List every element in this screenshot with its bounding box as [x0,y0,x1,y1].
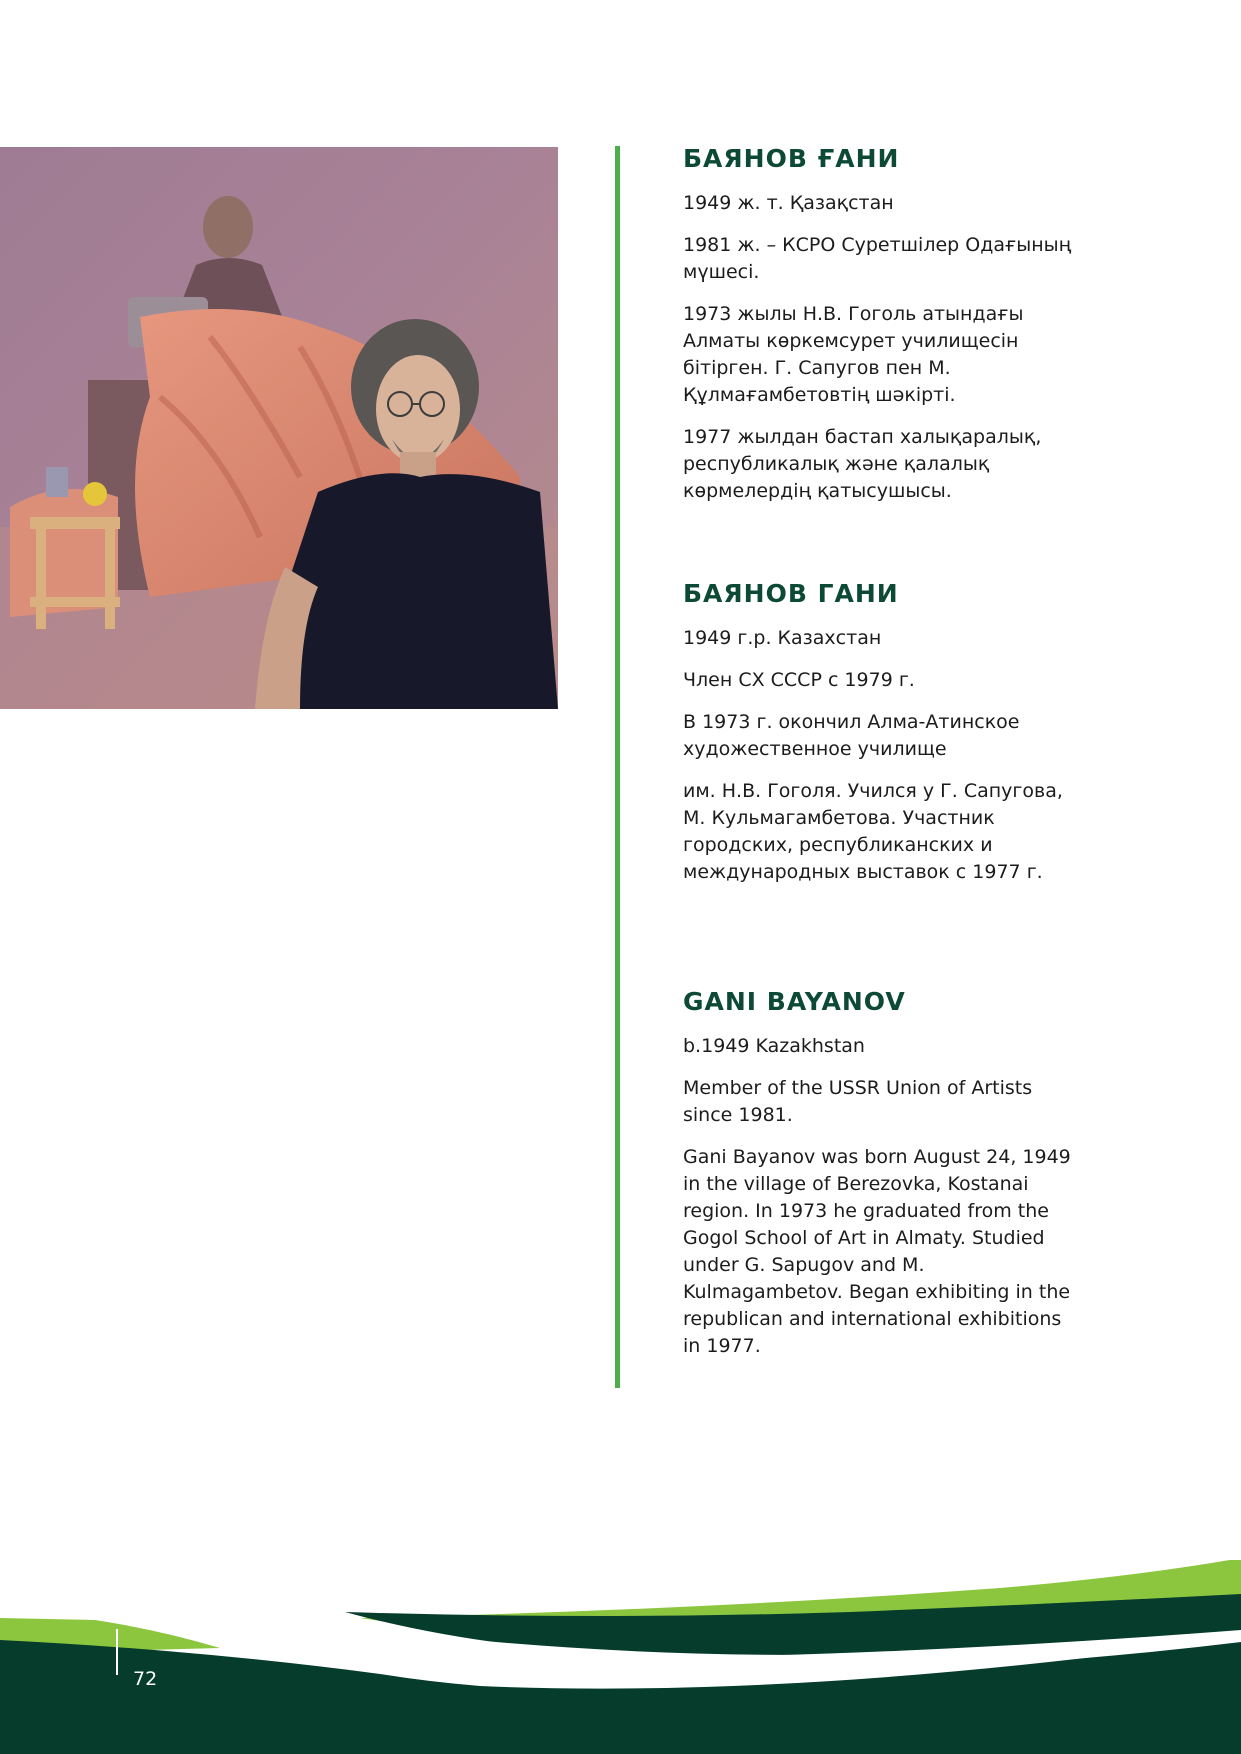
bio-kazakh [683,144,1083,520]
artist-name-russian: БАЯНОВ ГАНИ [683,579,899,608]
exhibitions-kazakh: 1977 жылдан бастап халықаралық, республикалық және қалалық көрмелердің қатысушысы. [683,426,1042,502]
bio-russian [683,579,1083,901]
education-russian: В 1973 г. окончил Алма-Атинское художественное училище [683,711,1020,760]
membership-kazakh: 1981 ж. – КСРО Суретшілер Одағының мүшесі. [683,234,1072,283]
artist-name-kazakh: БАЯНОВ ҒАНИ [683,144,900,173]
birth-russian: 1949 г.р. Казахстан [683,627,882,649]
artist-name-english: GANI BAYANOV [683,987,906,1016]
page-number: 72 [133,1668,158,1690]
vertical-divider [615,146,620,1388]
birth-english: b.1949 Kazakhstan [683,1035,865,1057]
biography-english: Gani Bayanov was born August 24, 1949 in the village of Berezovka, Kostanai region. In 1973 he graduated from the Gogol School of Art in Almaty. Studied under G. Sapugov and M. Kulmagambetov. Began exhibiting in the republican and international exhibitions in 1977. [683,1146,1071,1357]
artist-photo [0,147,558,709]
membership-english: Member of the USSR Union of Artists since 1981. [683,1077,1033,1126]
birth-kazakh: 1949 ж. т. Қазақстан [683,192,894,214]
details-russian: им. Н.В. Гоголя. Учился у Г. Сапугова, М. Кульмагамбетова. Участник городских, республиканских и международных выставок с 1977 г. [683,780,1063,883]
bio-english [683,987,1083,1375]
page-number-rule [116,1629,118,1675]
footer-wave [0,1560,1241,1754]
education-kazakh: 1973 жылы Н.В. Гоголь атындағы Алматы көркемсурет училищесін бітірген. Г. Сапугов пен М. Құлмағамбетовтің шәкірті. [683,303,1024,406]
membership-russian: Член СХ СССР с 1979 г. [683,669,915,691]
